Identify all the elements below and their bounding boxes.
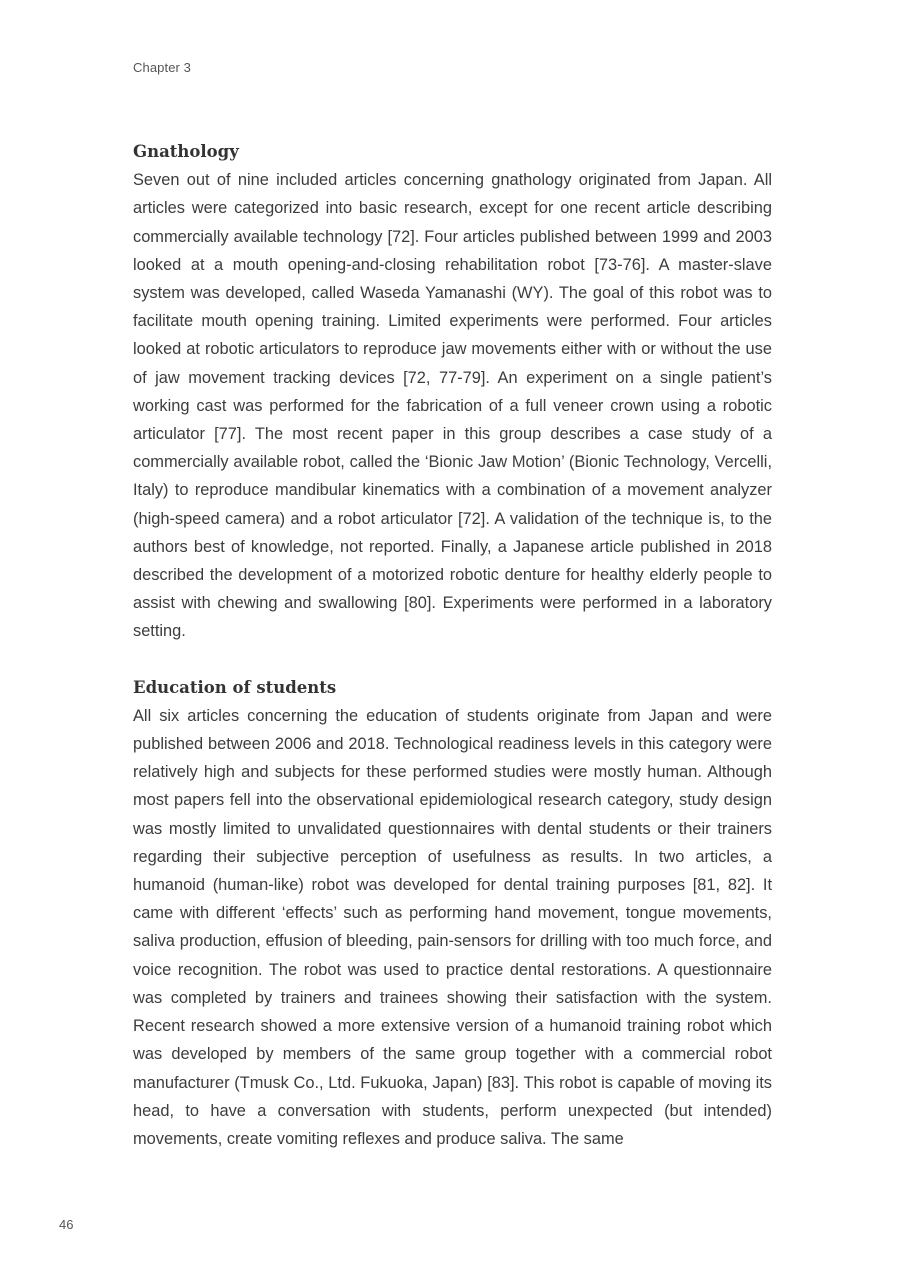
page-number: 46	[59, 1217, 74, 1232]
section-heading: Gnathology	[133, 142, 239, 161]
section-gnathology	[133, 138, 772, 646]
section-education-of-students	[133, 674, 772, 1153]
running-head: Chapter 3	[133, 60, 191, 75]
section-paragraph: All six articles concerning the education of students originate from Japan and were published between 2006 and 2018. Technological readiness levels in this category were relatively high and subjects for these performed studies were mostly human. Although most papers fell into the observational epidemiological research category, study design was mostly limited to unvalidated questionnaires with dental students or their trainers regarding their subjective perception of usefulness as results. In two articles, a humanoid (human-like) robot was developed for dental training purposes [81, 82]. It came with different ‘effects’ such as performing hand movement, tongue movements, saliva production, effusion of bleeding, pain-sensors for drilling with too much force, and voice recognition. The robot was used to practice dental restorations. A questionnaire was completed by trainers and trainees showing their satisfaction with the system. Recent research showed a more extensive version of a humanoid training robot which was developed by members of the same group together with a commercial robot manufacturer (Tmusk Co., Ltd. Fukuoka, Japan) [83]. This robot is capable of moving its head, to have a conversation with students, perform unexpected (but intended) movements, create vomiting reflexes and produce saliva. The same	[133, 706, 772, 1148]
main-content	[133, 138, 772, 1153]
section-heading: Education of students	[133, 677, 337, 697]
section-paragraph: Seven out of nine included articles concerning gnathology originated from Japan. All articles were categorized into basic research, except for one recent article describing commercially available technology [72]. Four articles published between 1999 and 2003 looked at a mouth opening-and-closing rehabilitation robot [73-76]. A master-slave system was developed, called Waseda Yamanashi (WY). The goal of this robot was to facilitate mouth opening training. Limited experiments were performed. Four articles looked at robotic articulators to reproduce jaw movements either with or without the use of jaw movement tracking devices [72, 77-79]. An experiment on a single patient’s working cast was performed for the fabrication of a full veneer crown using a robotic articulator [77]. The most recent paper in this group describes a case study of a commercially available robot, called the ‘Bionic Jaw Motion’ (Bionic Technology, Vercelli, Italy) to reproduce mandibular kinematics with a combination of a movement analyzer (high-speed camera) and a robot articulator [72]. A validation of the technique is, to the authors best of knowledge, not reported. Finally, a Japanese article published in 2018 described the development of a motorized robotic denture for healthy elderly people to assist with chewing and swallowing [80]. Experiments were performed in a laboratory setting.	[133, 171, 772, 641]
